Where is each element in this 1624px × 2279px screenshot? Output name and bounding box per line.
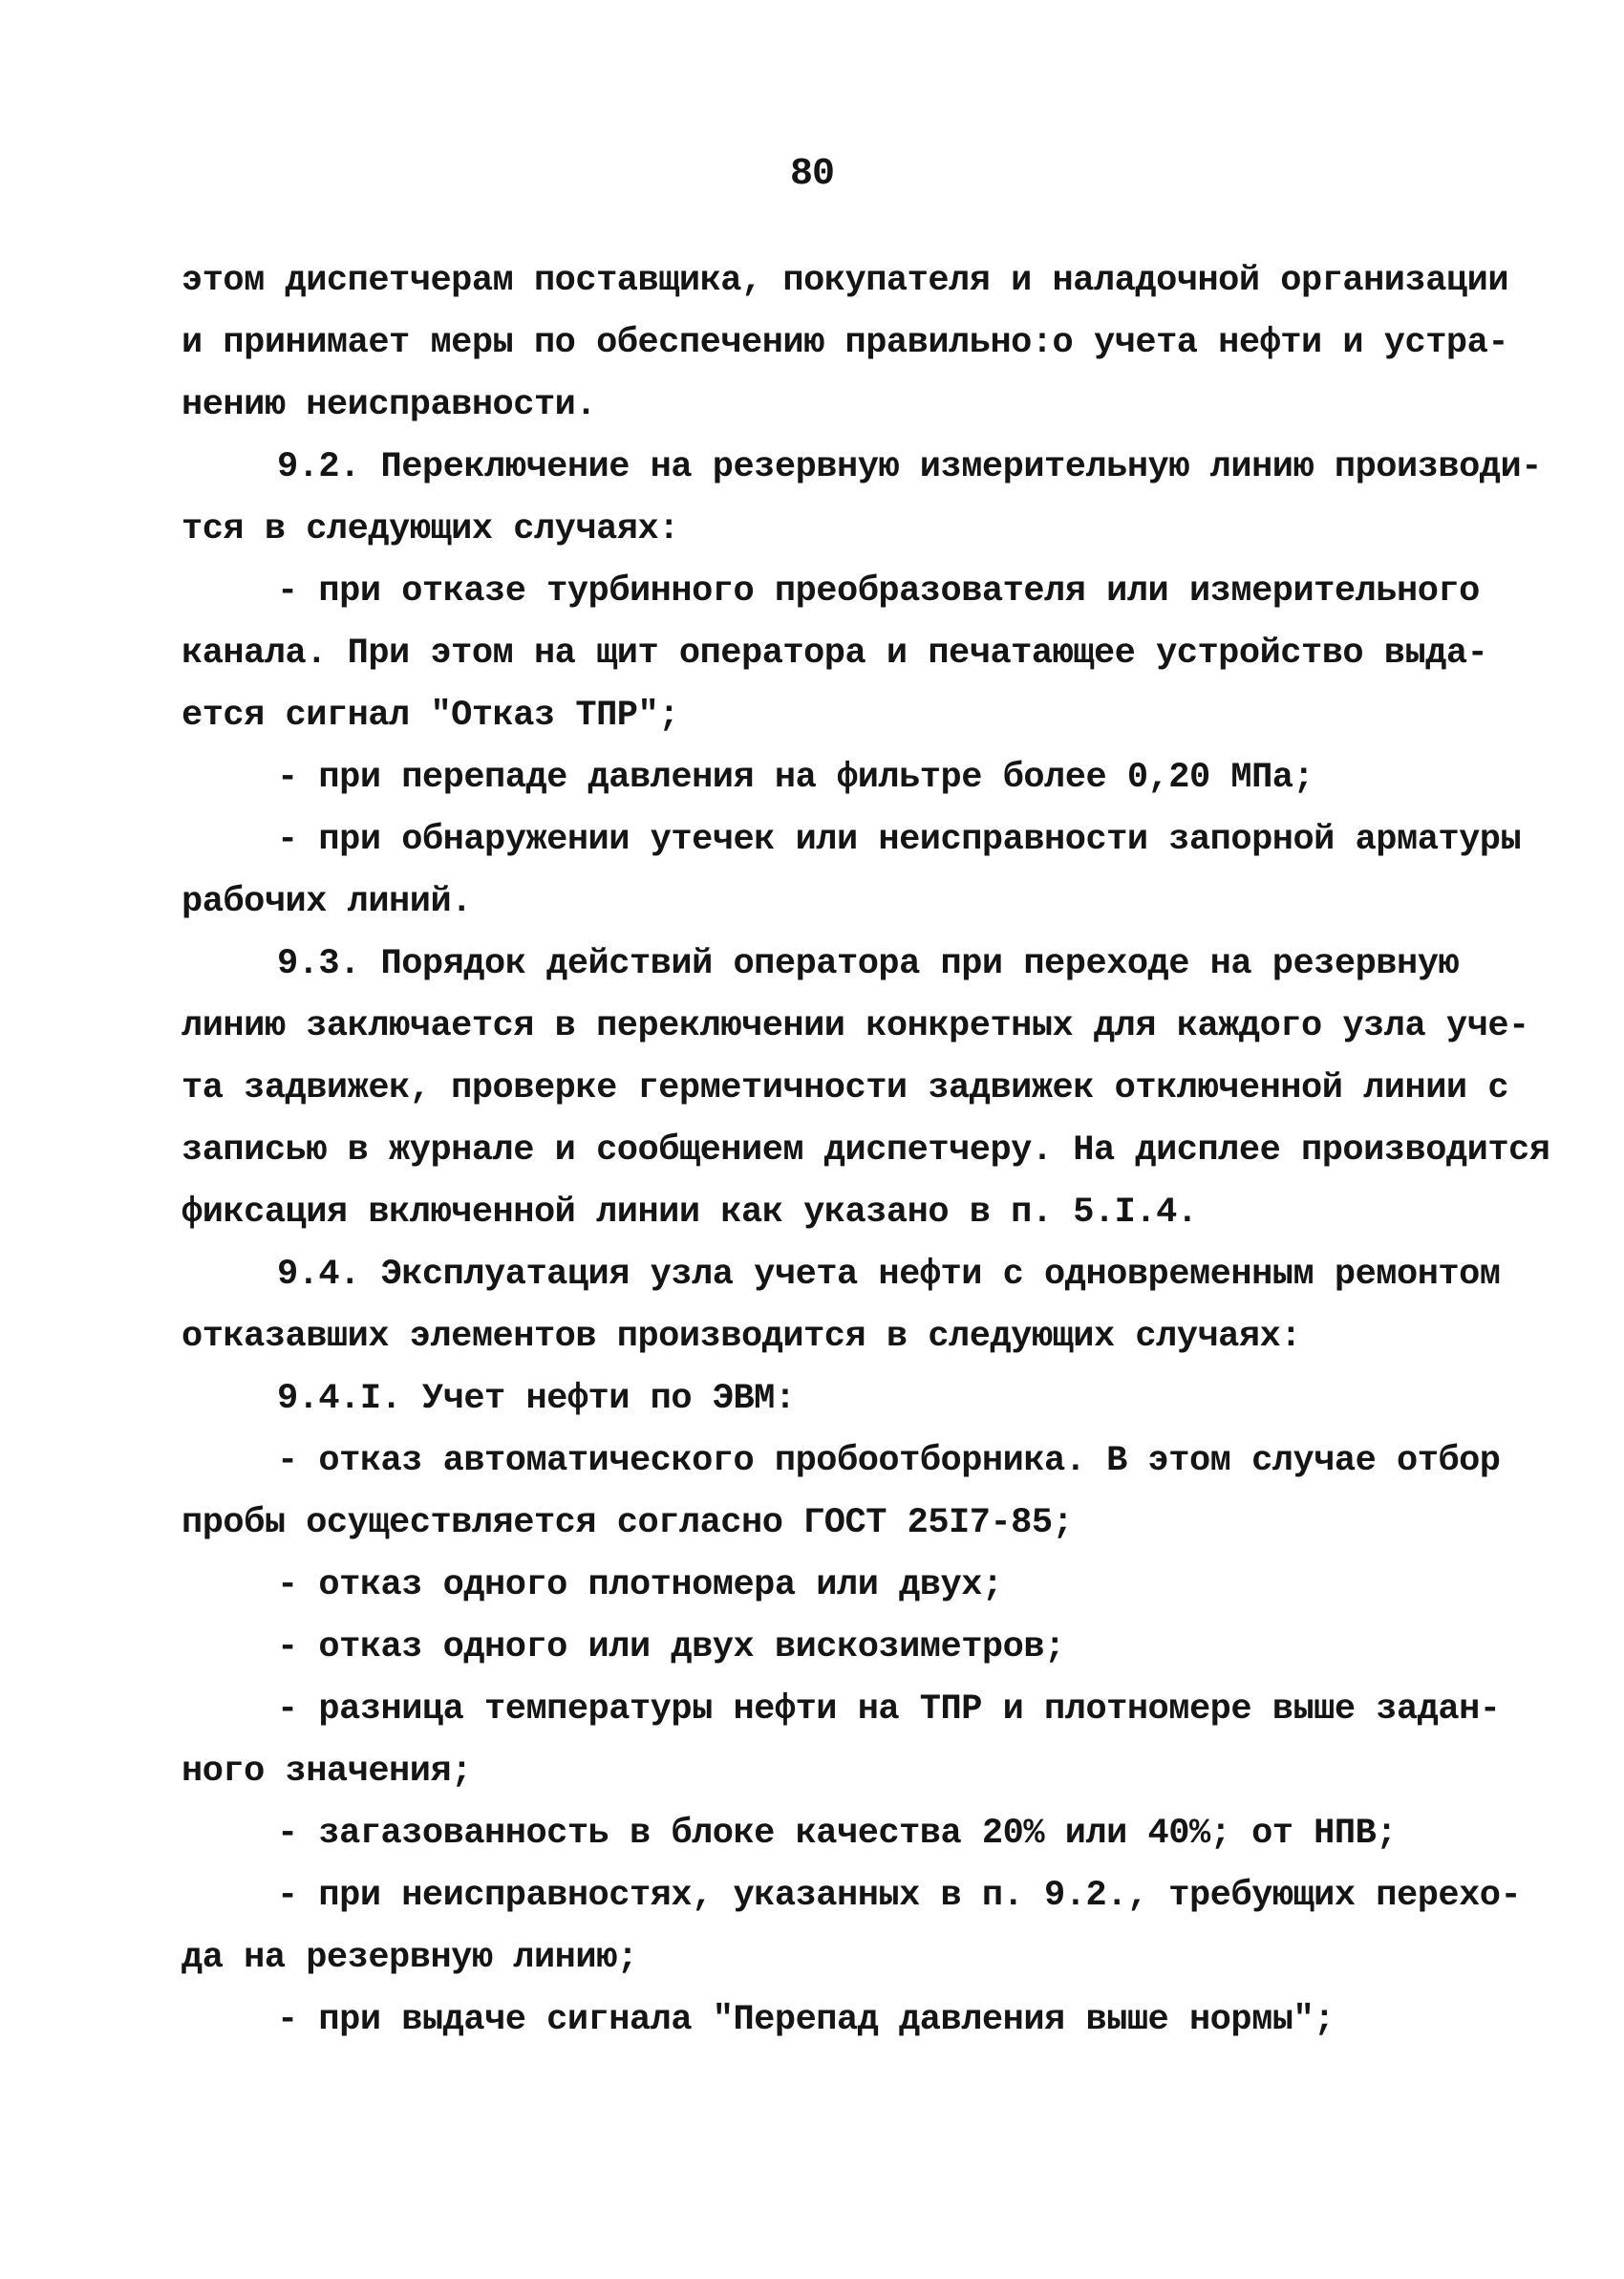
list-item-line: - загазованность в блоке качества 20% или 40%; от НПВ; — [277, 1814, 1397, 1854]
text-line: записью в журнале и сообщением диспетчеру. На дисплее производится — [182, 1130, 1550, 1171]
text-line: ется сигнал "Отказ ТПР"; — [182, 696, 679, 736]
list-item-line: - при обнаружении утечек или неисправности запорной арматуры — [277, 820, 1522, 860]
list-item-line: - отказ автоматического пробоотборника. В этом случае отбор — [277, 1441, 1501, 1481]
text-line: пробы осуществляется согласно ГОСТ 25I7-85; — [182, 1503, 1074, 1543]
list-item-line: - при выдаче сигнала "Перепад давления выше нормы"; — [277, 2000, 1335, 2040]
text-line: та задвижек, проверке герметичности задвижек отключенной линии с — [182, 1068, 1509, 1108]
list-item-line: - при неисправностях, указанных в п. 9.2., требующих перехо- — [277, 1876, 1522, 1916]
text-line: и принимает меры по обеспечению правильно:о учета нефти и устра- — [182, 323, 1509, 363]
text-line: ного значения; — [182, 1752, 472, 1792]
list-item-line: - отказ одного плотномера или двух; — [277, 1565, 1003, 1605]
text-line: фиксация включенной линии как указано в п. 5.I.4. — [182, 1193, 1198, 1233]
section-9-3-line: 9.3. Порядок действий оператора при переходе на резервную — [277, 944, 1460, 984]
body-text — [182, 250, 1550, 2052]
section-9-4-line: 9.4. Эксплуатация узла учета нефти с одновременным ремонтом — [277, 1255, 1501, 1295]
list-item-line: - разница температуры нефти на ТПР и плотномере выше задан- — [277, 1689, 1501, 1730]
text-line: рабочих линий. — [182, 882, 472, 922]
list-item-line: - отказ одного или двух вискозиметров; — [277, 1627, 1065, 1667]
text-line: тся в следующих случаях: — [182, 509, 679, 549]
list-item-line: - при отказе турбинного преобразователя или измерительного — [277, 571, 1480, 612]
list-item-line: - при перепаде давления на фильтре более 0,20 МПа; — [277, 758, 1314, 798]
page-number: 80 — [789, 153, 834, 196]
text-line: да на резервную линию; — [182, 1938, 638, 1978]
text-line: этом диспетчерам поставщика, покупателя и наладочной организации — [182, 261, 1509, 301]
text-line: канала. При этом на щит оператора и печатающее устройство выда- — [182, 634, 1488, 674]
text-line: линию заключается в переключении конкретных для каждого узла уче- — [182, 1006, 1529, 1046]
section-9-4-1-line: 9.4.I. Учет нефти по ЭВМ: — [277, 1379, 796, 1419]
text-line: нению неисправности. — [182, 385, 597, 425]
section-9-2-line: 9.2. Переключение на резервную измерительную линию производи- — [277, 447, 1542, 487]
text-line: отказавших элементов производится в следующих случаях: — [182, 1317, 1301, 1357]
